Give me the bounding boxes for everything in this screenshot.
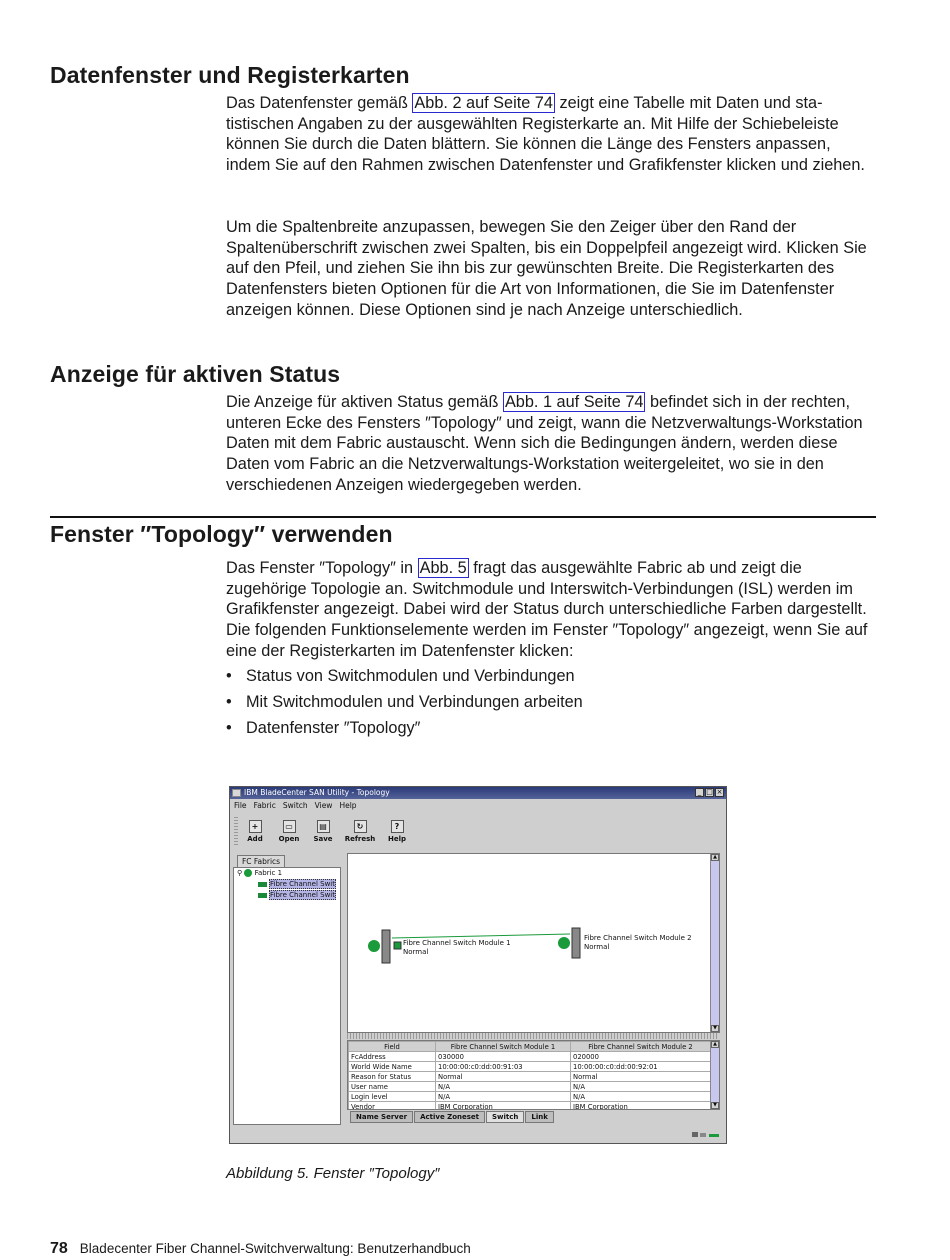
section-heading: Datenfenster und Registerkarten	[50, 62, 410, 88]
window-titlebar	[230, 787, 726, 799]
status-ok-icon	[244, 869, 252, 877]
tab-active-zoneset[interactable]: Active Zoneset	[414, 1111, 485, 1123]
book-title: Bladecenter Fiber Channel-Switchverwaltung: Benutzerhandbuch	[79, 1241, 471, 1256]
activity-status-icon	[692, 1131, 720, 1139]
switch-label-2[interactable]: Fibre Channel Switch Module 2 Normal	[584, 934, 692, 951]
tab-switch[interactable]: Switch	[486, 1111, 524, 1123]
table-row[interactable]: User name N/A N/A	[349, 1082, 711, 1092]
switch-status-icon	[368, 940, 380, 952]
open-icon: ▭	[283, 820, 296, 833]
switch-label-1[interactable]: Fibre Channel Switch Module 1 Normal	[403, 939, 511, 956]
switch-icon	[258, 893, 267, 898]
scroll-up-icon[interactable]: ▲	[711, 1041, 719, 1048]
graph-scrollbar[interactable]	[710, 854, 719, 1032]
menu-switch[interactable]: Switch	[282, 801, 308, 810]
cross-reference-link[interactable]: Abb. 5	[419, 559, 467, 577]
list-item: • Status von Switchmodulen und Verbindungen	[226, 667, 575, 685]
topology-window-figure	[229, 786, 727, 1144]
switch-icon	[258, 882, 267, 887]
tab-fc-fabrics[interactable]: FC Fabrics	[237, 855, 285, 867]
list-item: • Mit Switchmodulen und Verbindungen arbeiten	[226, 693, 583, 711]
paragraph: Das Fenster ″Topology″ in Abb. 5 fragt das ausgewählte Fabric ab und zeigt die zugehörige Topologie an. Switchmodule und Interswitch-Verbindungen (ISL) werden im Grafikfenster angezeigt. Dabei wird der Status durch unterschiedliche Farben dargestellt. Die folgenden Funktionselemente werden im Fenster ″Topology″ angezeigt, wenn Sie auf eine der Registerkarten im Datenfenster klicken:	[226, 559, 868, 660]
refresh-icon: ↻	[354, 820, 367, 833]
save-button[interactable]: ▤ Save	[313, 822, 333, 843]
menu-help[interactable]: Help	[339, 801, 357, 810]
table-header-row	[349, 1042, 711, 1052]
table-row[interactable]: Vendor IBM Corporation IBM Corporation	[349, 1102, 711, 1111]
fabric-tree	[233, 867, 341, 1125]
tab-name-server[interactable]: Name Server	[350, 1111, 413, 1123]
switch-status-icon	[558, 937, 570, 949]
data-table	[347, 1040, 720, 1110]
cross-reference-link[interactable]: Abb. 1 auf Seite 74	[504, 393, 644, 411]
toolbar	[234, 814, 724, 850]
menu-fabric[interactable]: Fabric	[253, 801, 276, 810]
menu-bar	[234, 801, 357, 810]
topology-graph	[347, 853, 720, 1033]
add-button[interactable]: + Add	[247, 822, 263, 843]
column-header[interactable]: Fibre Channel Switch Module 1	[436, 1042, 571, 1052]
table-row[interactable]: World Wide Name 10:00:00:c0:dd:00:91:03 10:00:00:c0:dd:00:92:01	[349, 1062, 711, 1072]
list-item: • Datenfenster ″Topology″	[226, 719, 421, 737]
tab-link[interactable]: Link	[525, 1111, 554, 1123]
tree-node-fabric[interactable]: ⚲ Fabric 1	[237, 869, 283, 877]
tree-node-switch[interactable]: Fibre Channel Swit	[258, 891, 336, 899]
table-scrollbar[interactable]	[710, 1041, 719, 1109]
data-tabs	[350, 1111, 554, 1123]
page-footer	[50, 1240, 471, 1258]
refresh-button[interactable]: ↻ Refresh	[344, 822, 376, 843]
maximize-button[interactable]: □	[706, 788, 713, 796]
bullet-list	[226, 667, 583, 745]
switch-module-2-icon	[572, 928, 580, 958]
minimize-button[interactable]: _	[695, 788, 704, 797]
add-icon: +	[249, 820, 262, 833]
open-button[interactable]: ▭ Open	[278, 822, 300, 843]
page-number: 78	[50, 1240, 68, 1257]
paragraph: Um die Spaltenbreite anzupassen, bewegen Sie den Zeiger über den Rand der Spaltenüberschrift zwischen zwei Spalten, bis ein Doppelpfeil angezeigt wird. Klicken Sie auf den Pfeil, und ziehen Sie ihn bis zur gewünschten Breite. Die Registerkarten des Datenfensters bieten Optionen für die Art von Informationen, die Sie im Datenfenster anzeigen können. Diese Optionen sind je nach Anzeige unterschiedlich.	[226, 218, 867, 319]
paragraph: Das Datenfenster gemäß Abb. 2 auf Seite 74 zeigt eine Tabelle mit Daten und statistischen Angaben zu der ausgewählten Registerkarte an. Mit Hilfe der Schiebeleiste können Sie durch die Daten blättern. Sie können die Länge des Fensters anpassen, indem Sie auf den Rahmen zwischen Datenfenster und Grafikfenster klicken und ziehen.	[226, 94, 865, 175]
scroll-down-icon[interactable]: ▼	[711, 1102, 719, 1109]
menu-file[interactable]: File	[234, 801, 247, 810]
section-heading: Anzeige für aktiven Status	[50, 361, 341, 387]
table-row[interactable]: Reason for Status Normal Normal	[349, 1072, 711, 1082]
scroll-down-icon[interactable]: ▼	[711, 1025, 719, 1032]
isl-link	[392, 934, 570, 938]
table-row[interactable]: Login level N/A N/A	[349, 1092, 711, 1102]
tree-node-switch[interactable]: Fibre Channel Swit	[258, 880, 336, 888]
save-icon: ▤	[317, 820, 330, 833]
close-button[interactable]: ×	[716, 788, 723, 796]
scroll-up-icon[interactable]: ▲	[711, 854, 719, 861]
app-icon	[232, 789, 241, 797]
cross-reference-link[interactable]: Abb. 2 auf Seite 74	[414, 94, 553, 112]
section-heading: Fenster ″Topology″ verwenden	[50, 521, 393, 547]
fabric-panel	[233, 853, 341, 1125]
help-icon: ?	[391, 820, 404, 833]
switch-module-1-icon	[382, 930, 390, 963]
section-divider	[50, 516, 876, 518]
table-row[interactable]: FcAddress 030000 020000	[349, 1052, 711, 1062]
menu-view[interactable]: View	[314, 801, 333, 810]
pane-splitter[interactable]	[347, 1033, 718, 1039]
switch-module-1-port	[394, 942, 401, 949]
window-title: IBM BladeCenter SAN Utility - Topology	[244, 788, 390, 797]
figure-caption: Abbildung 5. Fenster ″Topology″	[226, 1165, 440, 1182]
paragraph: Die Anzeige für aktiven Status gemäß Abb. 1 auf Seite 74 befindet sich in der rechten, unteren Ecke des Fensters ″Topology″ und zeigt, wann die Netzverwaltungs-Workstation Daten mit dem Fabric austauscht. Wenn sich die Bedingungen ändern, werden diese Daten vom Fabric an die Netzverwaltungs-Workstation weitergeleitet, wo sie in den verschiedenen Anzeigen wiedergegeben werden.	[226, 393, 863, 494]
column-header[interactable]: Field	[349, 1042, 436, 1052]
column-header[interactable]: Fibre Channel Switch Module 2	[571, 1042, 711, 1052]
help-button[interactable]: ? Help	[387, 822, 407, 843]
